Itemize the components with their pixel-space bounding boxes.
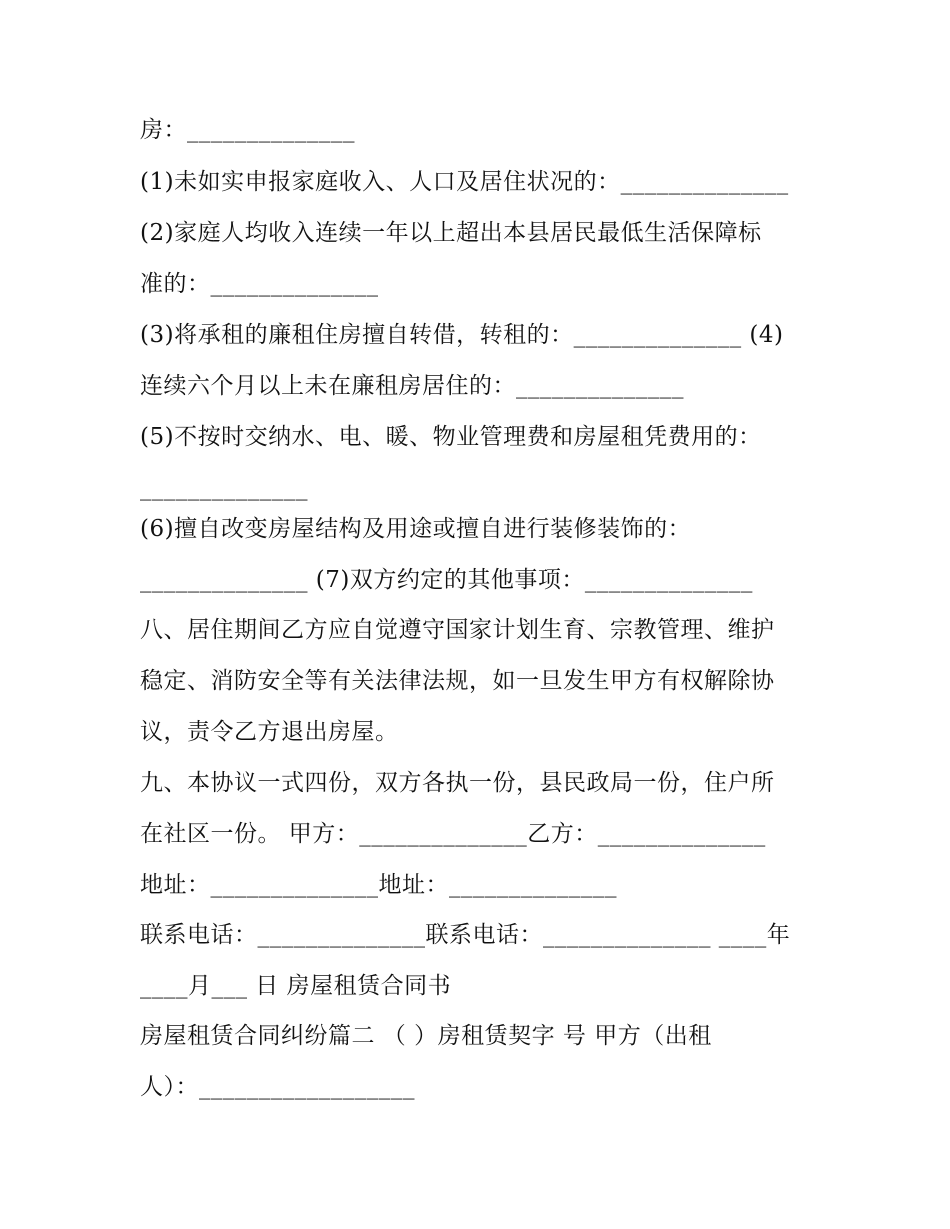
text-line: 准的：______________ bbox=[140, 271, 379, 297]
text-line: 议，责令乙方退出房屋。 bbox=[140, 719, 399, 745]
text-line: 在社区一份。 甲方：______________乙方：______________ bbox=[140, 821, 766, 847]
text-line: 八、居住期间乙方应自觉遵守国家计划生育、宗教管理、维护 bbox=[140, 617, 775, 643]
text-line: (3)将承租的廉租住房擅自转借，转租的：______________ (4) bbox=[140, 322, 784, 348]
text-line: 房屋租赁合同纠纷篇二 （ ）房租赁契字 号 甲方（出租 bbox=[140, 1023, 712, 1049]
text-line: ______________ (7)双方约定的其他事项：______________ bbox=[140, 567, 753, 593]
text-line: (5)不按时交纳水、电、暖、物业管理费和房屋租凭费用的： bbox=[140, 424, 762, 450]
text-line: ______________ bbox=[140, 475, 308, 501]
text-line: 人）：__________________ bbox=[140, 1074, 415, 1100]
text-line: (1)未如实申报家庭收入、人口及居住状况的：______________ bbox=[140, 169, 789, 195]
text-line: ____月___ 日 房屋租赁合同书 bbox=[140, 973, 452, 999]
text-line: (6)擅自改变房屋结构及用途或擅自进行装修装饰的： bbox=[140, 516, 692, 542]
text-line: 地址：______________地址：______________ bbox=[140, 872, 617, 898]
text-line: 连续六个月以上未在廉租房居住的：______________ bbox=[140, 373, 684, 399]
text-line: 九、本协议一式四份，双方各执一份，县民政局一份，住户所 bbox=[140, 770, 775, 796]
text-line: (2)家庭人均收入连续一年以上超出本县居民最低生活保障标 bbox=[140, 220, 762, 246]
text-line: 稳定、消防安全等有关法律法规，如一旦发生甲方有权解除协 bbox=[140, 668, 775, 694]
text-line: 房：______________ bbox=[140, 117, 355, 143]
text-line: 联系电话：______________联系电话：______________ ____年 bbox=[140, 922, 791, 948]
